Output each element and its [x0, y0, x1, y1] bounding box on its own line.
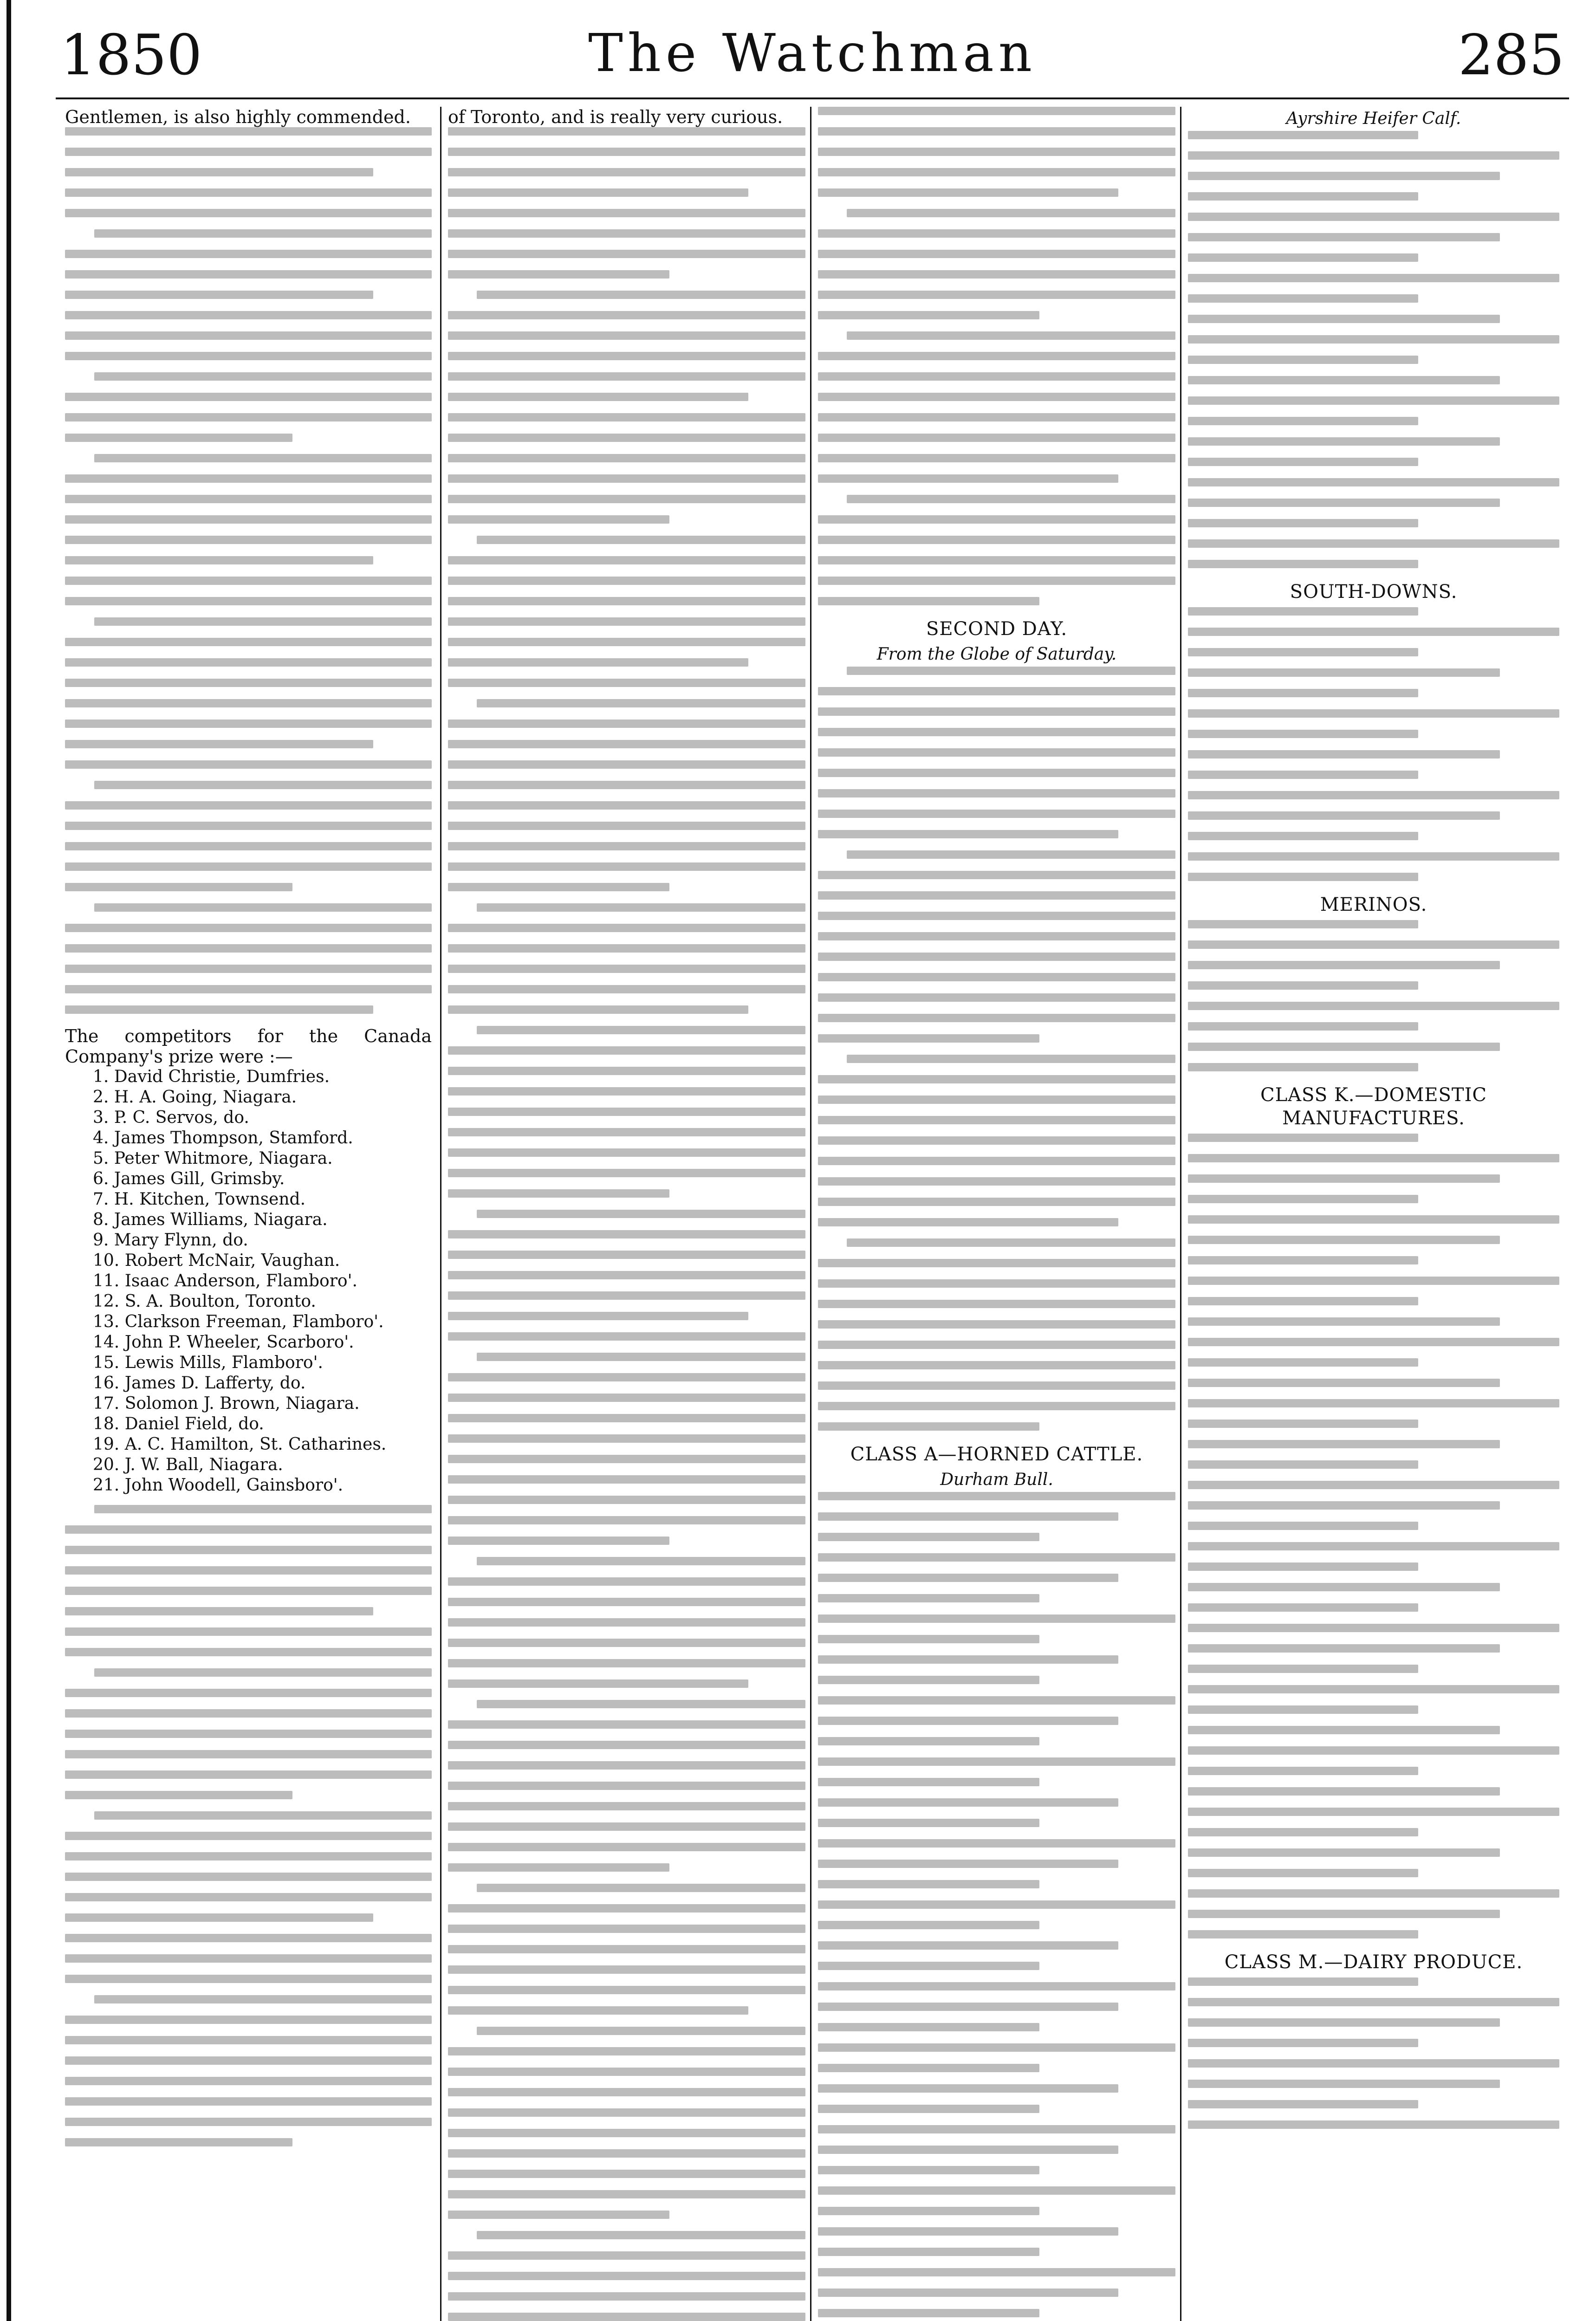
list-item: 10. Robert McNair, Vaughan. [93, 1251, 340, 1270]
column-4-manufactures-list [1188, 1134, 1559, 1938]
class-k-heading: CLASS K.—DOMESTIC MANUFACTURES. [1260, 1084, 1487, 1129]
page-edge-rule [6, 0, 11, 2321]
durham-bull-subhead: Durham Bull. [940, 1470, 1053, 1489]
column-4 [1188, 107, 1559, 2321]
masthead-year: 1850 [60, 23, 202, 88]
column-4-merino-list [1188, 920, 1559, 1071]
column-4-sheep-list [1188, 607, 1559, 881]
list-item: 8. James Williams, Niagara. [93, 1210, 328, 1229]
masthead-title: The Watchman [588, 23, 1037, 84]
list-item: 19. A. C. Hamilton, St. Catharines. [93, 1435, 387, 1454]
column-1 [65, 107, 432, 2321]
list-item: 6. James Gill, Grimsby. [93, 1169, 285, 1188]
second-day-heading: SECOND DAY. [926, 618, 1068, 640]
page-number: 285 [1458, 23, 1564, 88]
column-4-list-top [1188, 131, 1559, 568]
list-item: 13. Clarkson Freeman, Flamboro'. [93, 1312, 384, 1331]
list-item: 5. Peter Whitmore, Niagara. [93, 1149, 333, 1168]
list-item: 20. J. W. Ball, Niagara. [93, 1455, 283, 1474]
class-a-heading: CLASS A—HORNED CATTLE. [850, 1444, 1143, 1465]
competitors-intro: The competitors for the Canada Company's prize were :— [65, 1026, 432, 1067]
article-columns [65, 107, 1564, 2321]
column-3-prize-list [818, 1492, 1175, 2321]
competitors-list [93, 1067, 432, 1496]
column-2-opening: of Toronto, and is really very curious. [448, 107, 783, 127]
list-item: 14. John P. Wheeler, Scarboro'. [93, 1333, 354, 1352]
column-3 [818, 107, 1175, 2321]
list-item: 12. S. A. Boulton, Toronto. [93, 1292, 316, 1311]
column-1-body-top [65, 127, 432, 1014]
list-item: 2. H. A. Going, Niagara. [93, 1088, 297, 1107]
article-source: From the Globe of Saturday. [876, 645, 1117, 664]
column-3-body-mid [818, 667, 1175, 1431]
facing-page-margin [14, 0, 65, 2321]
list-item: 7. H. Kitchen, Townsend. [93, 1190, 306, 1209]
merinos-heading: MERINOS. [1320, 894, 1427, 915]
ayrshire-heifer-subhead: Ayrshire Heifer Calf. [1286, 109, 1461, 128]
south-downs-heading: SOUTH-DOWNS. [1290, 581, 1458, 603]
list-item: 9. Mary Flynn, do. [93, 1231, 248, 1250]
list-item: 1. David Christie, Dumfries. [93, 1067, 330, 1086]
column-1-body-bottom [65, 1505, 432, 2146]
column-3-body-top [818, 107, 1175, 605]
list-item: 4. James Thompson, Stamford. [93, 1128, 353, 1148]
list-item: 16. James D. Lafferty, do. [93, 1374, 306, 1393]
list-item: 17. Solomon J. Brown, Niagara. [93, 1394, 360, 1413]
column-2 [448, 107, 805, 2321]
masthead [56, 19, 1569, 99]
list-item: 18. Daniel Field, do. [93, 1414, 264, 1433]
list-item: 3. P. C. Servos, do. [93, 1108, 249, 1127]
column-2-body [448, 127, 805, 2321]
list-item: 11. Isaac Anderson, Flamboro'. [93, 1271, 357, 1290]
column-1-opening: Gentlemen, is also highly commended. [65, 107, 411, 127]
list-item: 21. John Woodell, Gainsboro'. [93, 1476, 344, 1495]
list-item: 15. Lewis Mills, Flamboro'. [93, 1353, 323, 1372]
class-m-heading: CLASS M.—DAIRY PRODUCE. [1224, 1951, 1523, 1973]
column-4-dairy-list [1188, 1977, 1559, 2129]
